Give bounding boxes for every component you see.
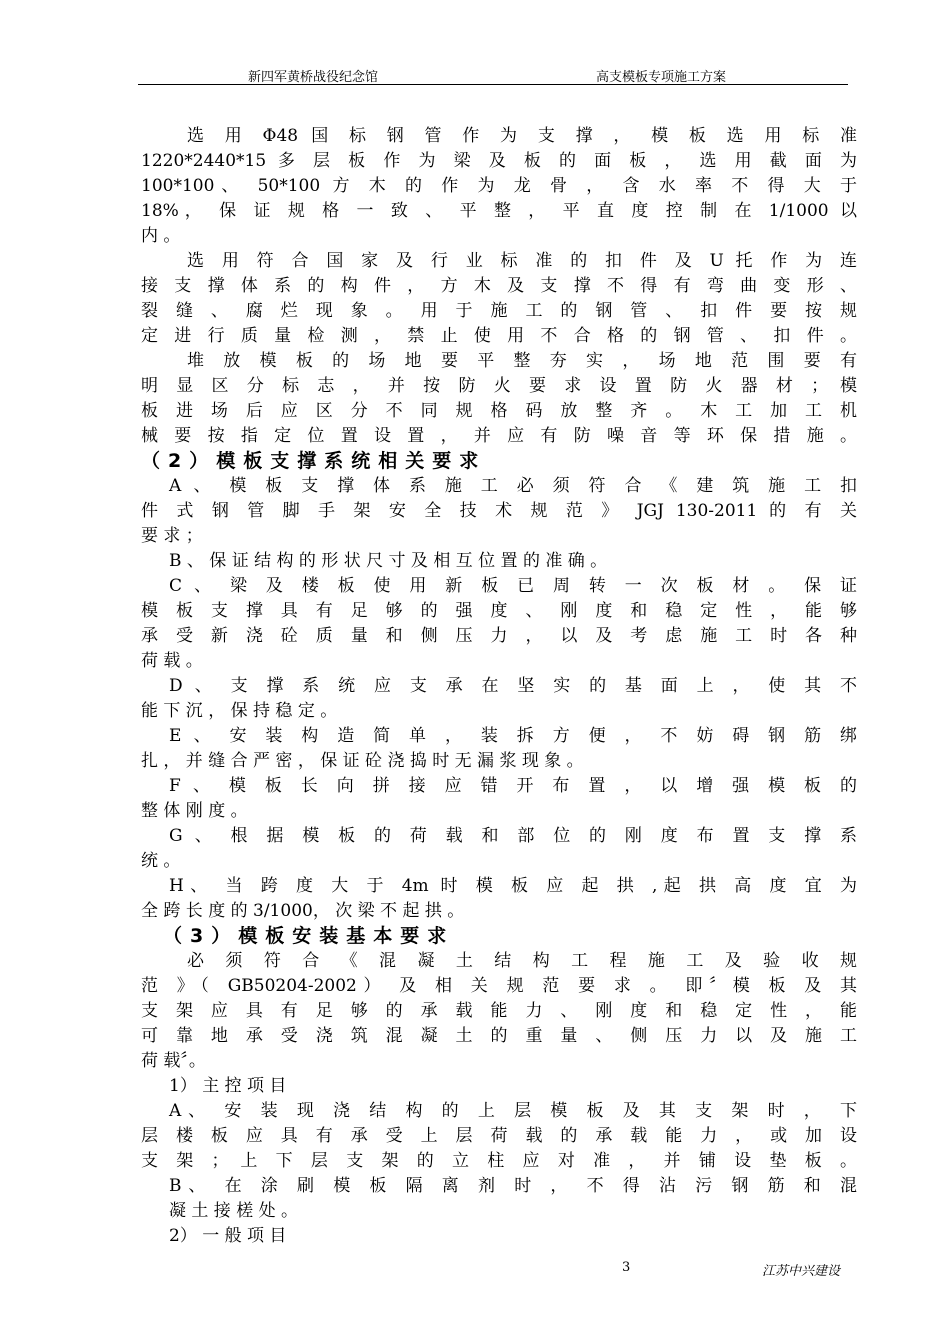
text-line: 整 体 刚 度 。 [141, 801, 248, 821]
text-line: F 、 模 板 长 向 拼 接 应 错 开 布 置 ， 以 增 强 模 板 的 [169, 776, 857, 796]
text-line: B 、 保 证 结 构 的 形 状 尺 寸 及 相 互 位 置 的 准 确 。 [169, 551, 608, 571]
sub-heading-general-items: 2） 一 般 项 目 [169, 1226, 287, 1246]
text-line: 接 支 撑 体 系 的 构 件 ， 方 木 及 支 撑 不 得 有 弯 曲 变 形 、 [141, 276, 857, 296]
text-line: D 、 支 撑 系 统 应 支 承 在 坚 实 的 基 面 上 ， 使 其 不 [169, 676, 857, 696]
text-line: H、 当 跨 度 大 于 4m 时 模 板 应 起 拱 ,起 拱 高 度 宜 为 [169, 876, 857, 896]
company-name: 江苏中兴建设 [762, 1264, 841, 1279]
document-body [141, 124, 857, 1249]
text-line: E 、 安 装 构 造 简 单 ， 装 拆 方 便 ， 不 妨 碍 钢 筋 绑 [169, 726, 857, 746]
section-heading-2: （2）模板支撑系统相关要求 [141, 450, 487, 472]
text-line: 定 进 行 质 量 检 测 ， 禁 止 使 用 不 合 格 的 钢 管 、 扣 件 。 [141, 326, 857, 346]
text-line: A、 安 装 现 浇 结 构 的 上 层 模 板 及 其 支 架 时 ， 下 [169, 1101, 857, 1121]
text-line: C 、 梁 及 楼 板 使 用 新 板 已 周 转 一 次 板 材 。 保 证 [169, 576, 857, 596]
text-line: 明 显 区 分 标 志 ， 并 按 防 火 要 求 设 置 防 火 器 材 ； 模 [141, 376, 857, 396]
text-line: 荷 载 。 [141, 651, 203, 671]
section-heading-3: （3）模板安装基本要求 [163, 925, 455, 947]
text-line: 100*100、 50*100 方 木 的 作 为 龙 骨 ， 含 水 率 不 得 大 于 [141, 176, 857, 196]
text-line: 选 用 符 合 国 家 及 行 业 标 准 的 扣 件 及 U 托 作 为 连 [187, 251, 857, 271]
text-line: 械 要 按 指 定 位 置 设 置 ， 并 应 有 防 噪 音 等 环 保 措 施 。 [141, 426, 857, 446]
text-line: 层 楼 板 应 具 有 承 受 上 层 荷 载 的 承 载 能 力 ， 或 加 设 [141, 1126, 857, 1146]
text-line: 支 架 应 具 有 足 够 的 承 载 能 力 、 刚 度 和 稳 定 性 ， 能 [141, 1001, 857, 1021]
header-document-title: 高支模板专项施工方案 [596, 70, 727, 85]
text-line: 能 下 沉 ， 保 持 稳 定 。 [141, 701, 338, 721]
text-line: G 、 根 据 模 板 的 荷 载 和 部 位 的 刚 度 布 置 支 撑 系 [169, 826, 857, 846]
page-number: 3 [622, 1260, 631, 1275]
header-project-name: 新四军黄桥战役纪念馆 [248, 70, 379, 85]
text-line: 件 式 钢 管 脚 手 架 安 全 技 术 规 范 》 JGJ 130-2011 的 有 关 [141, 501, 857, 521]
text-line: 1220*2440*15 多 层 板 作 为 梁 及 板 的 面 板 ， 选 用 截 面 为 [141, 151, 857, 171]
text-line: 支 架 ； 上 下 层 支 架 的 立 柱 应 对 准 ， 并 铺 设 垫 板 。 [141, 1151, 857, 1171]
text-line: 必 须 符 合 《 混 凝 土 结 构 工 程 施 工 及 验 收 规 [187, 951, 857, 971]
text-line: 统 。 [141, 851, 181, 871]
text-line: 可 靠 地 承 受 浇 筑 混 凝 土 的 重 量 、 侧 压 力 以 及 施 工 [141, 1026, 857, 1046]
text-line: 堆 放 模 板 的 场 地 要 平 整 夯 实 ， 场 地 范 围 要 有 [187, 351, 857, 371]
sub-heading-main-items: 1） 主 控 项 目 [169, 1076, 287, 1096]
text-line: 全 跨 长 度 的 3/1000， 次 梁 不 起 拱 。 [141, 901, 465, 921]
text-line: 选 用 Φ48 国 标 钢 管 作 为 支 撑 ， 模 板 选 用 标 准 [187, 126, 857, 146]
text-line: 内 。 [141, 226, 181, 246]
text-line: 板 进 场 后 应 区 分 不 同 规 格 码 放 整 齐 。 木 工 加 工 机 [141, 401, 857, 421]
text-line: 承 受 新 浇 砼 质 量 和 侧 压 力 ， 以 及 考 虑 施 工 时 各 种 [141, 626, 857, 646]
text-line: 裂 缝 、 腐 烂 现 象 。 用 于 施 工 的 钢 管 、 扣 件 要 按 规 [141, 301, 857, 321]
text-line: 荷 载〞。 [141, 1051, 206, 1071]
text-line: 要 求 ； [141, 526, 203, 546]
text-line: A 、 模 板 支 撑 体 系 施 工 必 须 符 合 《 建 筑 施 工 扣 [169, 476, 857, 496]
text-line: 18%， 保 证 规 格 一 致 、 平 整 ， 平 直 度 控 制 在 1/1000 以 [141, 201, 857, 221]
text-line: B、 在 涂 刷 模 板 隔 离 剂 时 ， 不 得 沾 污 钢 筋 和 混 [169, 1176, 857, 1196]
text-line: 范 》（ GB50204-2002） 及 相 关 规 范 要 求 。 即〞模 板 及 其 [141, 976, 857, 996]
text-line: 模 板 支 撑 具 有 足 够 的 强 度 、 刚 度 和 稳 定 性 ， 能 够 [141, 601, 857, 621]
text-line: 扎 ， 并 缝 合 严 密 ， 保 证 砼 浇 捣 时 无 漏 浆 现 象 。 [141, 751, 584, 771]
page-header [138, 64, 848, 85]
text-line: 凝 土 接 槎 处 。 [169, 1201, 299, 1221]
